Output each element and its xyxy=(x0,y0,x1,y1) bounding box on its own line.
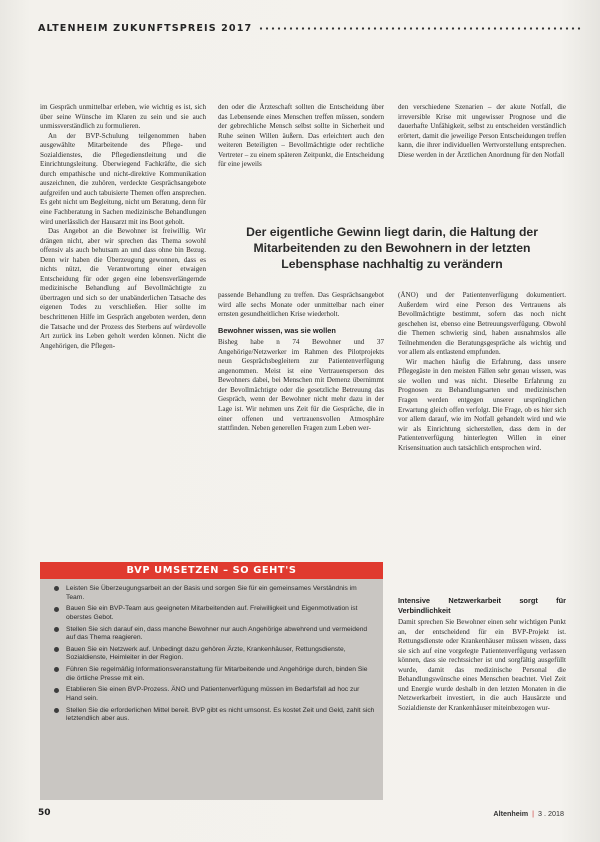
bullet-icon xyxy=(54,647,59,652)
paragraph: An der BVP-Schulung teilgenommen haben ausgewählte Mitarbeitende des Pflege- und Sozialdienstes, die Pflegedienstleitung und die Einrichtungsleitung. Überwiegend Fachkräfte, die sich durch empathische und nicht-direktive Kommunikation auszeichnen, die zuhören, verdeckte Gesprächsangebote aufgreifen und auch tabuisierte Themen offen ansprechen. Es geht nicht um Begleitung, nicht um Beratung, denn für eine Fachberatung in Sachen medizinische Behandlungen wird unerlässlich der Hausarzt mit ins Boot geholt. xyxy=(40,131,206,226)
article-column-3-bottom xyxy=(398,590,566,713)
list-item: Etablieren Sie einen BVP-Prozess. ÄNO und Patientenverfügung müssen im Bedarfsfall ad hoc zur Hand sein. xyxy=(54,686,375,703)
paragraph: Bisheg habe n 74 Bewohner und 37 Angehörige/Netzwerker im Rahmen des Pilotprojekts neun Gesprächsbegleitern zur Patientenverfügung angenommen. Meist ist eine Vertrauensperson des Bewohners dabei, bei Menschen mit Demenz übernimmt der Bevollmächtigte oder die gesetzliche Betreuung das Gespräch, wenn der Bewohner nicht mehr dazu in der Lage ist. Wir nehmen uns Zeit für die Gespräche, die in einer offenen und vertrauensvollen Atmosphäre stattfinden. Neben generellen Fragen zum Leben wer- xyxy=(218,338,384,433)
separator: | xyxy=(532,809,535,818)
list-item: Führen Sie regelmäßig Informationsveranstaltung für Mitarbeitende und Angehörige durch, binden Sie die örtliche Presse mit ein. xyxy=(54,666,375,683)
running-header xyxy=(38,20,583,36)
bullet-icon xyxy=(54,607,59,612)
issue-number: 3 . 2018 xyxy=(538,809,564,818)
paragraph: (ÄNO) und der Patientenverfügung dokumentiert. Außerdem wird eine Person des Vertrauens als Bevollmächtigte bestimmt, sofern das noch nicht geschehen ist, ebenso eine Betreuungsverfügung. Obwohl die Themen schwierig sind, haben ausnahmslos alle Teilnehmenden die Beratungsgespräche als wichtig und vor allem als entlastend empfunden. xyxy=(398,291,566,357)
paragraph: Damit sprechen Sie Bewohner einen sehr wichtigen Punkt an, der entscheidend für ein BVP-Projekt ist. Rettungsdienste oder Krankenhäuser müssen wissen, dass sie sich auf eine vorgelegte Patientenverfügung verlassen können, dass sie rechtssicher ist und sorgfältig ausgefüllt wurde, damit das medizinische Personal die Behandlungswünsche eines Menschen beachtet. Viel Zeit und Energie wurde deshalb in den letzten Monaten in die Netzwerkarbeit investiert, in die auch Hausärzte und Sozialdienste der Krankenhäuser miteinbezogen wur- xyxy=(398,618,566,712)
header-dotted-rule xyxy=(258,27,583,30)
list-item: Bauen Sie ein Netzwerk auf. Unbedingt dazu gehören Ärzte, Krankenhäuser, Rettungsdienste, Sozialdienste, Heimleiter in der Region. xyxy=(54,646,375,663)
bullet-icon xyxy=(54,627,59,632)
article-column-3-top xyxy=(398,103,566,160)
article-column-1 xyxy=(40,103,206,351)
paragraph: den oder die Ärzteschaft sollten die Entscheidung über das Lebensende eines Menschen treffen müssen, sondern der gebrechliche Mensch selbst sollte in Sicherheit und Ruhe seinen Willen äußern. Das erleichtert auch den weiteren Beteiligten – Bevollmächtigte oder rechtliche Vertreter – zu einem späteren Zeitpunkt, die Entscheidung für eine jeweils xyxy=(218,103,384,169)
subheading: Intensive Netzwerkarbeit sorgt für Verbindlichkeit xyxy=(398,596,566,615)
pull-quote: Der eigentliche Gewinn liegt darin, die Haltung der Mitarbeitenden zu den Bewohnern in der letzten Lebensphase nachhaltig zu verändern xyxy=(246,225,538,272)
bullet-icon xyxy=(54,586,59,591)
subheading: Bewohner wissen, was sie wollen xyxy=(218,325,336,335)
bvp-info-box xyxy=(40,562,383,800)
list-item: Stellen Sie die erforderlichen Mittel bereit. BVP gibt es nicht umsonst. Es kostet Zeit und Geld, zahlt sich letztendlich aber aus. xyxy=(54,707,375,724)
bullet-icon xyxy=(54,708,59,713)
article-column-2-bottom xyxy=(218,291,384,434)
bvp-checklist xyxy=(40,585,383,724)
article-column-2-top xyxy=(218,103,384,170)
header-title: ALTENHEIM ZUKUNFTSPREIS 2017 xyxy=(38,22,253,34)
list-item: Stellen Sie sich darauf ein, dass manche Bewohner nur auch Angehörige abwehrend und vermeidend auf das Thema reagieren. xyxy=(54,626,375,643)
paragraph: im Gespräch unmittelbar erleben, wie wichtig es ist, sich über seine Wünsche im Klaren zu sein und sie auch unmissverständlich zu formulieren. xyxy=(40,103,206,131)
paragraph: passende Behandlung zu treffen. Das Gesprächsangebot wird alle sechs Monate oder unmittelbar nach einer ernsten gesundheitlichen Krise wiederholt. xyxy=(218,291,384,319)
article-column-3-middle xyxy=(398,291,566,453)
paragraph: Wir machen häufig die Erfahrung, dass unsere Pflegegäste in den meisten Fällen sehr genau wissen, was sie wollen und was nicht. Dieselbe Erfahrung zu Prognosen zu Behandlungsarten und medizinischen Fragen werden entgegen unserer ursprünglichen Erwartung gleich offen verfolgt. Die Frage, ob es hier sich vor allem darauf, wie im Notfall gehandelt wird und wie wir als Einrichtung sicherstellen, dass dem in der Patientenverfügung hinterlegten Willen in einer Krisensituation auch tatsächlich entsprochen wird. xyxy=(398,357,566,452)
list-item: Bauen Sie ein BVP-Team aus geeigneten Mitarbeitenden auf. Freiwilligkeit und Eigenmotivation ist oberstes Gebot. xyxy=(54,605,375,622)
footer-magazine-info xyxy=(493,809,564,818)
bullet-icon xyxy=(54,667,59,672)
list-item: Leisten Sie Überzeugungsarbeit an der Basis und sorgen Sie für ein gemeinsames Verständnis im Team. xyxy=(54,585,375,602)
paragraph: Das Angebot an die Bewohner ist freiwillig. Wir drängen nicht, aber wir sprechen das Thema sowohl offensiv als auch behutsam an und dass ohne bin Bezug. Denn wir haben die Überzeugung gewonnen, dass es nichts nützt, die Verantwortung einer etwaigen Entscheidung für oder gegen eine lebensverlängernde medizinische Behandlung auf Bevollmächtigte zu übertragen und sich so der unabänderlichen Tatsache des eigenen Todes zu verschließen. Hier sollte im beschrittenen Hilfe im Gespräch angeboten werden, denn die Tatsache und der Prozess des Sterbens auf würdevolle Art zurück ins Leben geholt werden können. Nicht die Angehörigen, die Pflegen- xyxy=(40,227,206,350)
magazine-name: Altenheim xyxy=(493,809,529,818)
page-number: 50 xyxy=(38,808,51,818)
bvp-box-title: BVP UMSETZEN – SO GEHT'S xyxy=(40,562,383,579)
bullet-icon xyxy=(54,688,59,693)
paragraph: den verschiedene Szenarien – der akute Notfall, die irreversible Krise mit ungewisser Prognose und die dauerhafte Unfähigkeit, selbst zu entscheiden verständlich erörtert, damit die jeweilige Person Entscheidungen treffen kann, die ihrer individuellen Wertvorstellung entsprechen. Diese werden in der Ärztlichen Anordnung für den Notfall xyxy=(398,103,566,159)
